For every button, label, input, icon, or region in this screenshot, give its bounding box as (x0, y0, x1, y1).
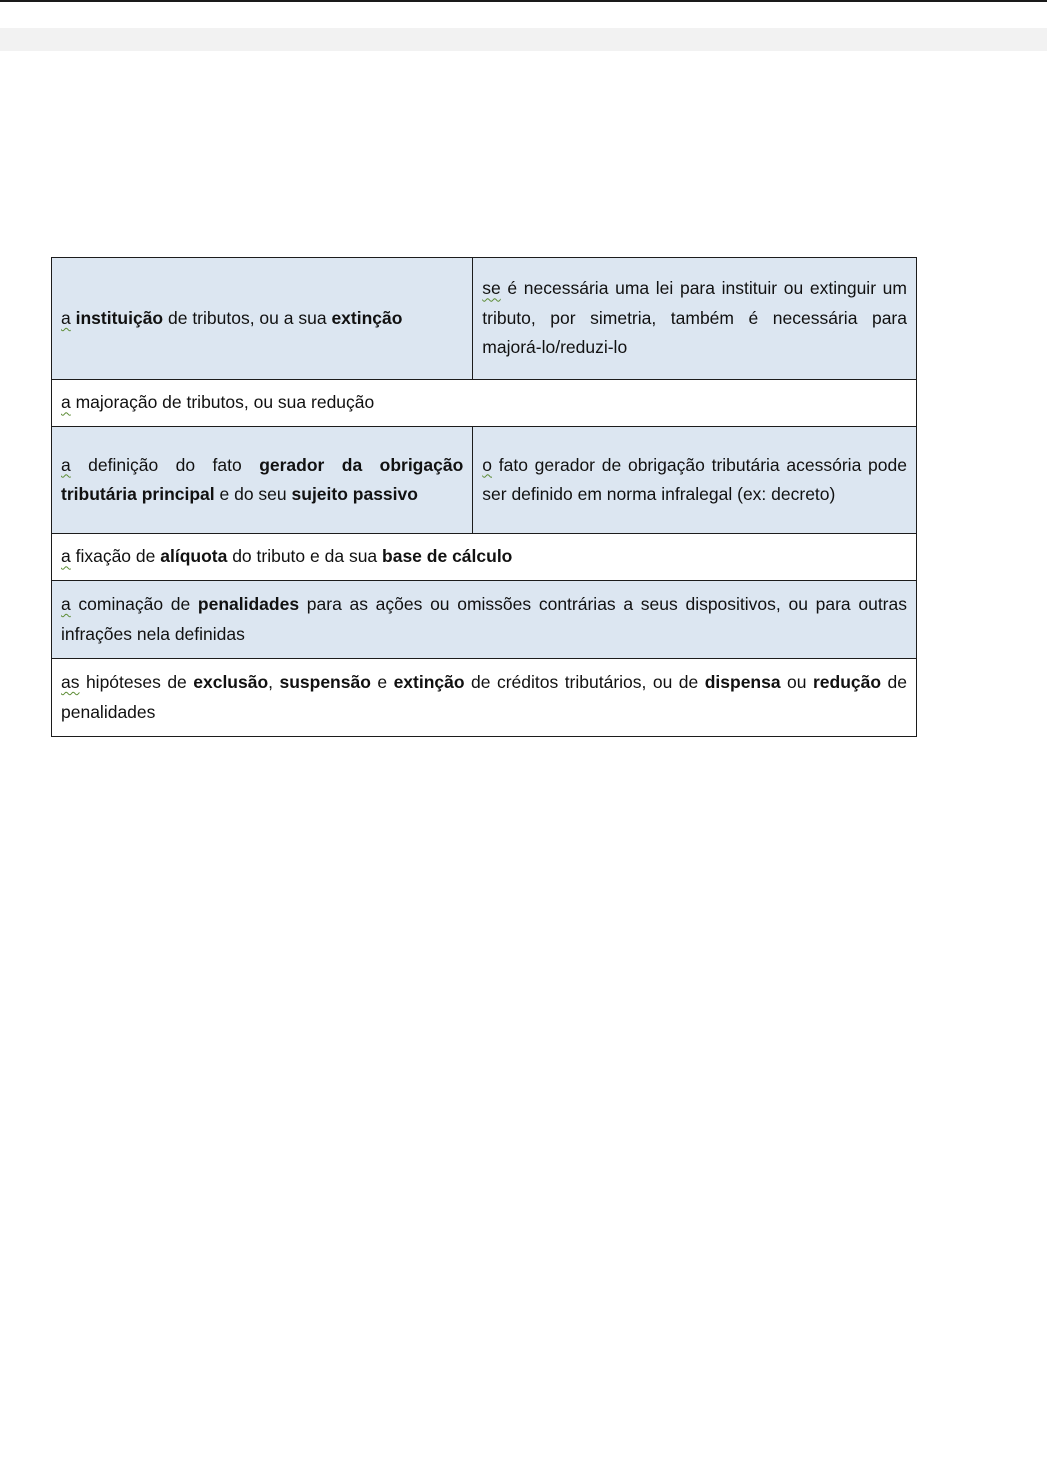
cell-text: de penalidades (61, 672, 907, 722)
table-cell-full (52, 380, 917, 427)
cell-text: de tributos, ou a sua (163, 307, 332, 328)
table-cell-full (52, 659, 917, 737)
spellcheck-word: a (61, 546, 71, 567)
bold-term: alíquota (160, 546, 228, 567)
cell-text: cominação de (70, 594, 198, 614)
cell-text: fixação de (70, 546, 161, 567)
cell-text: hipóteses de (79, 672, 194, 692)
bold-term: extinção (393, 672, 465, 692)
spellcheck-word: a (61, 594, 71, 614)
bold-term: instituição (75, 307, 164, 328)
table-cell-left (52, 258, 473, 380)
bold-term: redução (812, 672, 882, 692)
table-cell-left (52, 427, 473, 534)
table-row (52, 427, 917, 534)
table-row (52, 534, 917, 581)
cell-text: , (268, 672, 280, 692)
table-cell-right (473, 427, 917, 534)
cell-text: é necessária uma lei para instituir ou extinguir um tributo, por simetria, também é necessária para majorá-lo/reduzi-lo (482, 278, 907, 358)
bold-term: extinção (331, 307, 403, 328)
bold-term: suspensão (279, 672, 371, 692)
bold-term: penalidades (197, 594, 300, 614)
bold-term: base de cálculo (382, 546, 513, 567)
table-row (52, 659, 917, 737)
page-top-rule (0, 0, 1047, 2)
bold-term: exclusão (193, 672, 269, 692)
spellcheck-word: o (482, 454, 492, 475)
bold-term: sujeito passivo (291, 484, 418, 504)
cell-text: para as ações ou omissões contrárias a seus dispositivos, ou para outras infrações nela definidas (61, 594, 907, 644)
cell-text: do tributo e da sua (227, 546, 383, 567)
cell-text: definição do fato (70, 454, 260, 475)
bold-term: gerador da obrigação tributária principal (61, 454, 464, 504)
table-row (52, 581, 917, 659)
cell-text: de créditos tributários, ou de (464, 672, 705, 692)
legal-reserve-table (51, 257, 917, 737)
spellcheck-word: se (482, 278, 501, 299)
table-cell-full (52, 581, 917, 659)
bold-term: dispensa (704, 672, 781, 692)
spellcheck-word: as (61, 672, 80, 692)
table-cell-right (473, 258, 917, 380)
cell-text: majoração de tributos, ou sua redução (70, 392, 375, 413)
cell-text: ou (780, 672, 813, 692)
table-row (52, 380, 917, 427)
cell-text: fato gerador de obrigação tributária acessória pode ser definido em norma infralegal (ex: decreto) (482, 454, 907, 504)
cell-text: e (370, 672, 394, 692)
spellcheck-word: a (61, 307, 71, 328)
spellcheck-word: a (61, 454, 71, 475)
table-row (52, 258, 917, 380)
cell-text: e do seu (214, 484, 292, 504)
page-top-band (0, 28, 1047, 51)
spellcheck-word: a (61, 392, 71, 413)
table-cell-full (52, 534, 917, 581)
